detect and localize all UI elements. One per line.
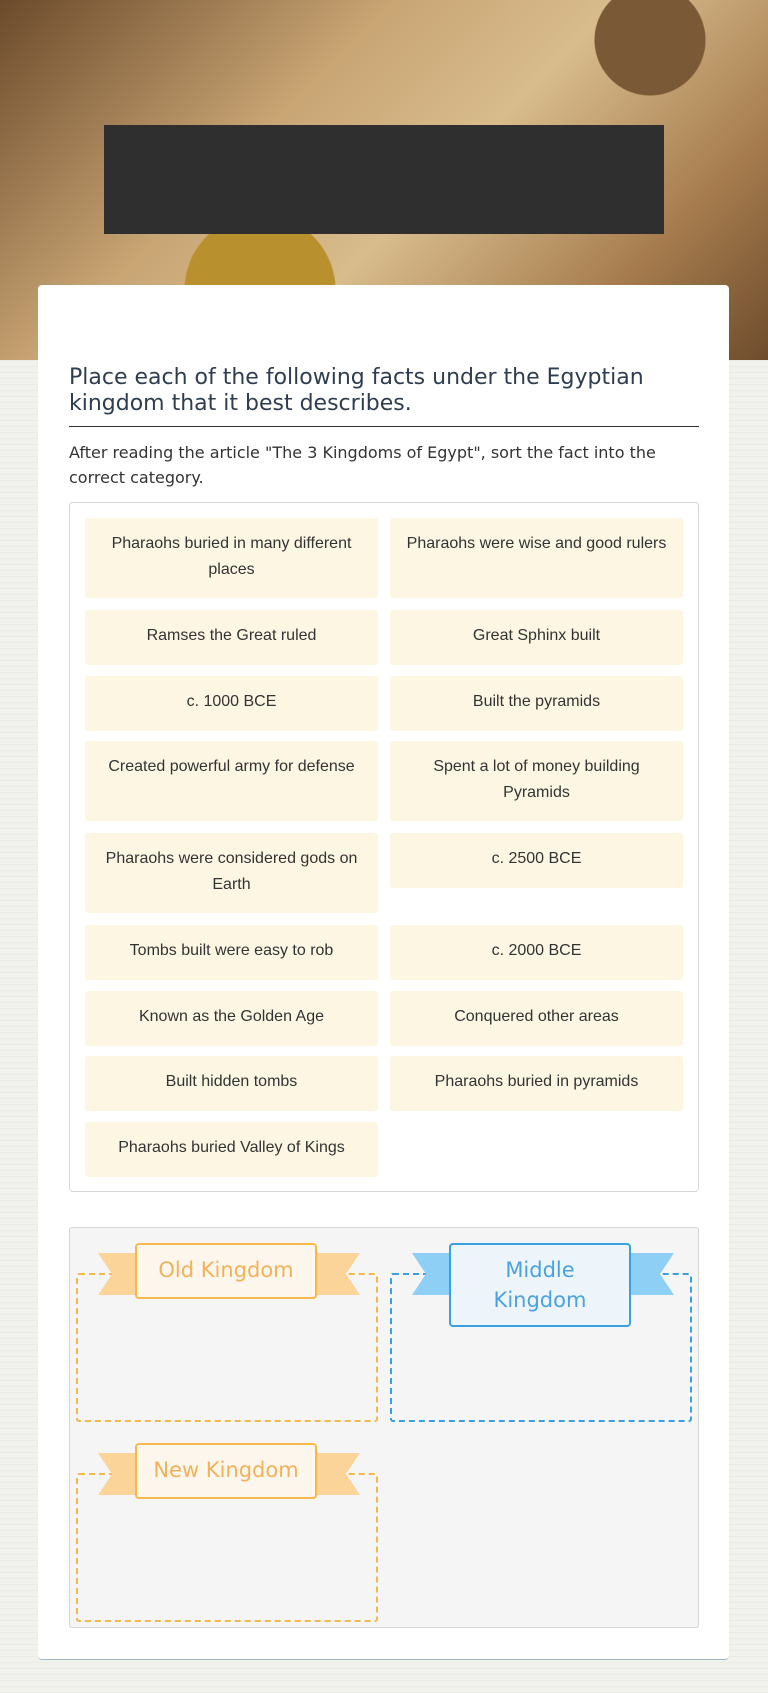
dropzone-old-kingdom[interactable] <box>76 1258 378 1422</box>
fact-card[interactable]: Ramses the Great ruled <box>85 610 378 665</box>
worksheet-card <box>38 285 729 1660</box>
question-instructions: After reading the article "The 3 Kingdoms of Egypt", sort the fact into the correct category. <box>69 443 656 487</box>
fact-card[interactable]: Spent a lot of money building Pyramids <box>390 741 683 821</box>
worksheet-title-box <box>104 125 664 234</box>
category-ribbon <box>98 1243 360 1299</box>
fact-card[interactable]: Built the pyramids <box>390 676 683 731</box>
fact-card[interactable]: Known as the Golden Age <box>85 991 378 1046</box>
fact-card[interactable]: c. 1000 BCE <box>85 676 378 731</box>
fact-card[interactable]: Created powerful army for defense <box>85 741 378 821</box>
fact-card[interactable]: c. 2500 BCE <box>390 833 683 888</box>
dropzone-middle-kingdom[interactable] <box>390 1258 692 1422</box>
dropzone-new-kingdom[interactable] <box>76 1458 378 1622</box>
fact-card[interactable]: Pharaohs were wise and good rulers <box>390 518 683 598</box>
question-title: Place each of the following facts under the Egyptian kingdom that it best describes. <box>69 365 699 427</box>
category-ribbon <box>412 1243 674 1312</box>
fact-card[interactable]: c. 2000 BCE <box>390 925 683 980</box>
fact-card[interactable]: Pharaohs buried in many different places <box>85 518 378 598</box>
fact-card[interactable]: Pharaohs were considered gods on Earth <box>85 833 378 913</box>
fact-card[interactable]: Tombs built were easy to rob <box>85 925 378 980</box>
category-label: Old Kingdom <box>135 1243 317 1299</box>
category-ribbon <box>98 1443 360 1499</box>
fact-card[interactable]: Built hidden tombs <box>85 1056 378 1111</box>
sort-area <box>69 1227 699 1628</box>
fact-card[interactable]: Pharaohs buried in pyramids <box>390 1056 683 1111</box>
facts-pool <box>69 502 699 1192</box>
fact-card[interactable]: Pharaohs buried Valley of Kings <box>85 1122 378 1177</box>
fact-card[interactable]: Great Sphinx built <box>390 610 683 665</box>
category-label: Middle Kingdom <box>449 1243 631 1327</box>
category-label: New Kingdom <box>135 1443 317 1499</box>
fact-card[interactable]: Conquered other areas <box>390 991 683 1046</box>
